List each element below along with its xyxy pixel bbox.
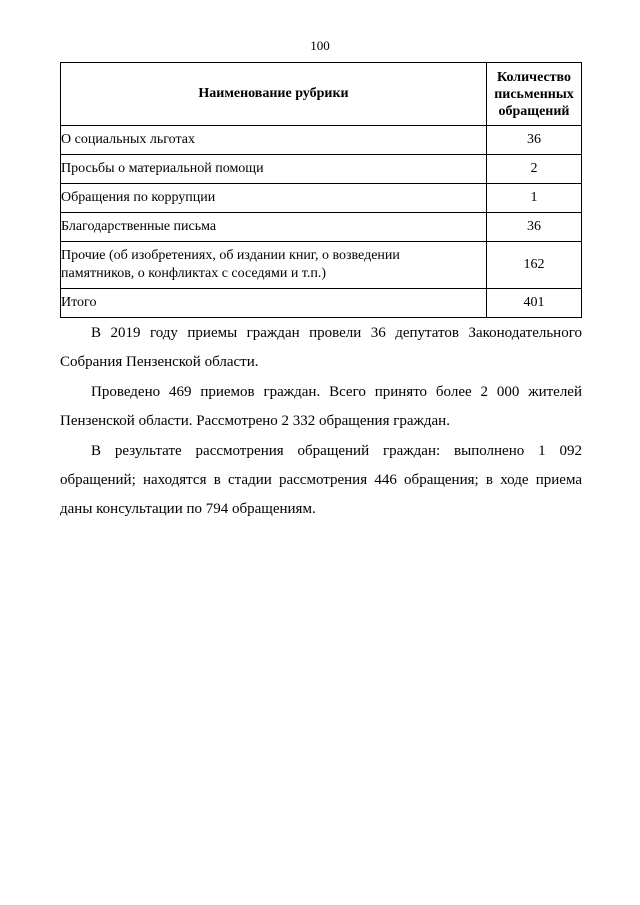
page-number: 100: [310, 38, 330, 53]
row-name: Обращения по коррупции: [61, 184, 487, 213]
header-count-line: обращений: [498, 103, 570, 119]
header-count-line: Количество: [496, 69, 572, 85]
row-name-line: Прочие (об изобретениях, об издании книг, о возведении: [61, 248, 400, 263]
header-rubric-name: Наименование рубрики: [61, 63, 487, 126]
rubrics-table: [60, 62, 582, 318]
row-name: Итого: [61, 289, 487, 318]
table-row: [61, 126, 582, 155]
row-count: 401: [487, 289, 582, 318]
paragraph: В результате рассмотрения обращений граждан: выполнено 1 092 обращений; находятся в стадии рассмотрения 446 обращения; в ходе приема даны консультации по 794 обращениям.: [60, 443, 582, 517]
row-name: Просьбы о материальной помощи: [61, 155, 487, 184]
row-name: [61, 242, 487, 289]
row-count: 36: [487, 126, 582, 155]
header-count-line: письменных: [494, 86, 574, 102]
row-name: О социальных льготах: [61, 126, 487, 155]
table-header-row: [61, 63, 582, 126]
table-row: [61, 213, 582, 242]
header-letter-count: [487, 63, 582, 126]
row-name-line: памятников, о конфликтах с соседями и т.п.): [61, 266, 327, 281]
paragraph: В 2019 году приемы граждан провели 36 депутатов Законодательного Собрания Пензенской области.: [60, 325, 582, 370]
table-row: [61, 242, 582, 289]
paragraph: Проведено 469 приемов граждан. Всего принято более 2 000 жителей Пензенской области. Рассмотрено 2 332 обращения граждан.: [60, 384, 582, 429]
row-count: 2: [487, 155, 582, 184]
row-count: 162: [487, 242, 582, 289]
row-name: Благодарственные письма: [61, 213, 487, 242]
table-row: [61, 184, 582, 213]
row-count: 36: [487, 213, 582, 242]
table-row-total: [61, 289, 582, 318]
table-row: [61, 155, 582, 184]
row-count: 1: [487, 184, 582, 213]
